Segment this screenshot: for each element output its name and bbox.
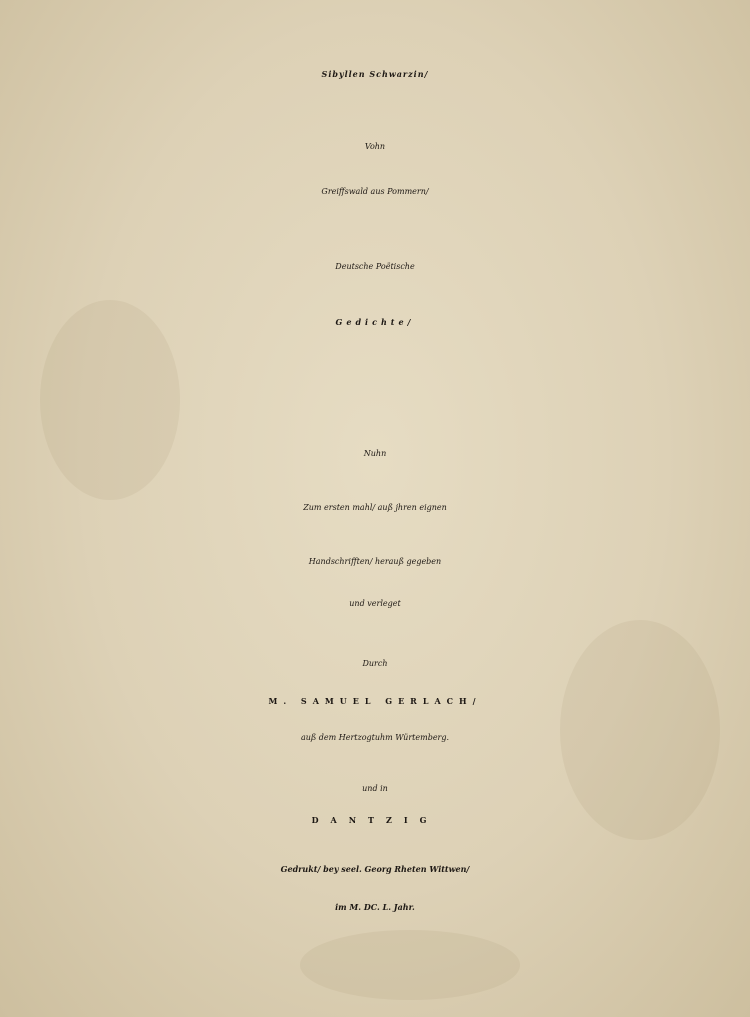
editor-origin: auß dem Hertzogtuhm Würtemberg. <box>300 733 450 742</box>
author-line: Sibyllen Schwarzin/ <box>321 69 429 79</box>
nuhn-line: Nuhn <box>363 449 387 458</box>
printer-line: Gedrukt/ bey seel. Georg Rheten Wittwen/ <box>280 864 470 874</box>
year-line: im M. DC. L. Jahr. <box>335 902 415 912</box>
paper-stain <box>560 620 720 840</box>
main-title: Gedichte/ <box>335 317 415 327</box>
place-line: Greiffswald aus Pommern/ <box>321 187 429 196</box>
published-line: und verleget <box>349 599 401 608</box>
durch-line: Durch <box>362 659 388 668</box>
von-line: Vohn <box>364 142 386 151</box>
und-in-line: und in <box>362 784 388 793</box>
manuscripts-line: Handschrifften/ herauß gegeben <box>308 557 442 566</box>
editor-name: M. SAMUEL GERLACH/ <box>268 696 482 706</box>
first-time-line: Zum ersten mahl/ auß jhren eignen <box>303 503 447 512</box>
subtitle-line: Deutsche Poëtische <box>335 262 415 271</box>
city-line: DANTZIG <box>311 815 439 825</box>
paper-stain <box>40 300 180 500</box>
paper-stain <box>300 930 520 1000</box>
